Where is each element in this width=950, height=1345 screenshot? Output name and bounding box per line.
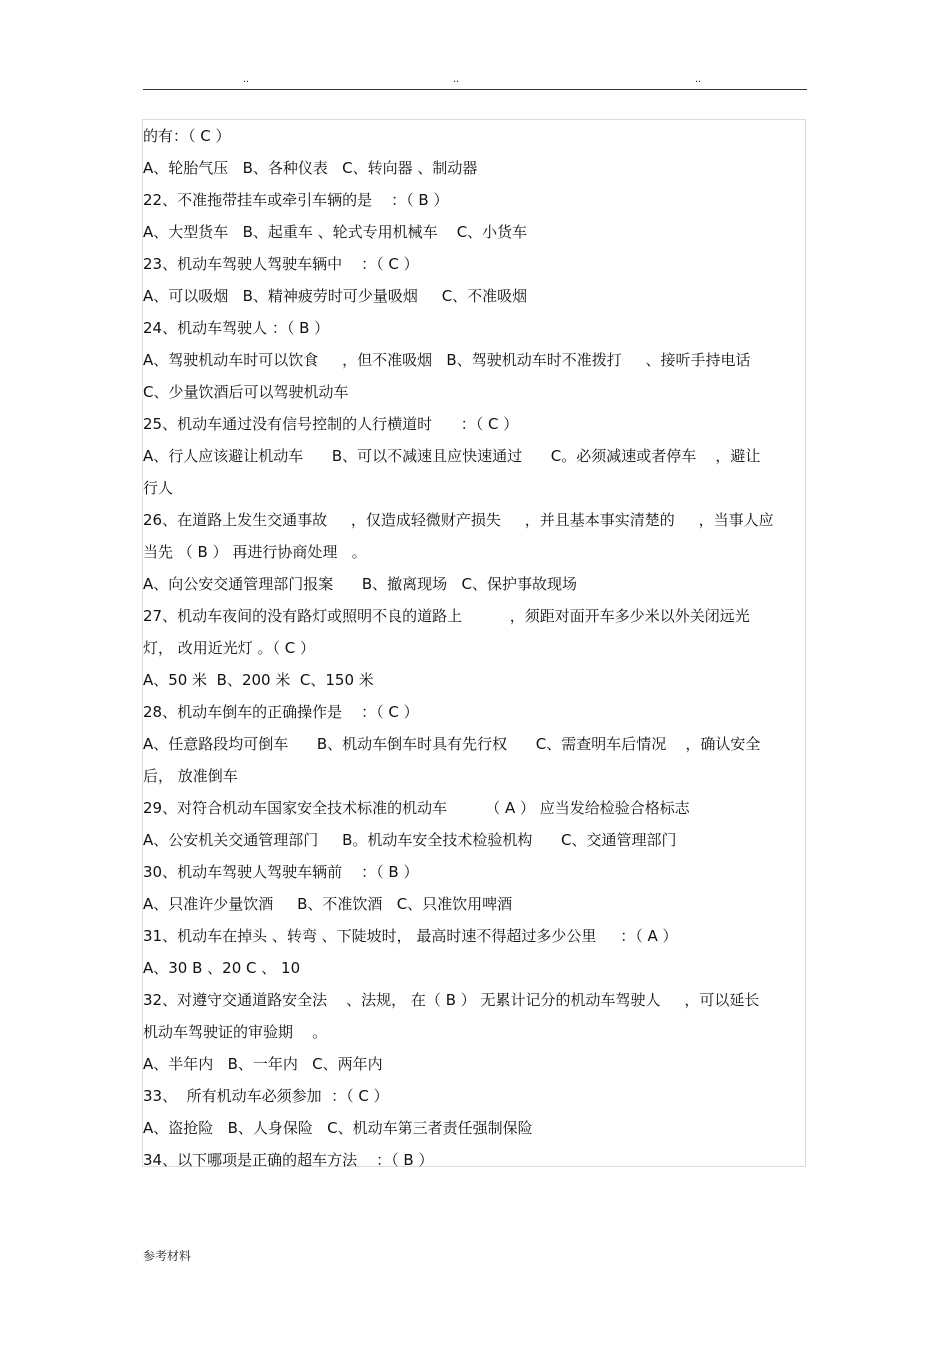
text-line: 22、不准拖带挂车或牵引车辆的是 ：（ B ）: [143, 191, 449, 209]
text-line: A、行人应该避让机动车 B、可以不减速且应快速通过 C。必须减速或者停车 ，避让: [143, 447, 761, 465]
text-line: 当先 （ B ） 再进行协商处理 。: [143, 543, 367, 561]
page-header: [143, 72, 807, 86]
text-line: A、盗抢险 B、人身保险 C、机动车第三者责任强制保险: [143, 1119, 533, 1137]
text-line: 29、对符合机动车国家安全技术标准的机动车 （ A ） 应当发给检验合格标志: [143, 799, 690, 817]
header-mark-center: ..: [453, 73, 460, 85]
text-line: A、向公安交通管理部门报案 B、撤离现场 C、保护事故现场: [143, 575, 577, 593]
header-rule: [143, 89, 807, 90]
text-line: C、少量饮酒后可以驾驶机动车: [143, 383, 349, 401]
text-line: A、可以吸烟 B、精神疲劳时可少量吸烟 C、不准吸烟: [143, 287, 528, 305]
text-line: A、30 B 、20 C 、 10: [143, 959, 301, 977]
text-line: A、驾驶机动车时可以饮食 ，但不准吸烟 B、驾驶机动车时不准拨打 、接听手持电话: [143, 351, 751, 369]
text-line: 23、机动车驾驶人驾驶车辆中 ：（ C ）: [143, 255, 419, 273]
text-line: 28、机动车倒车的正确操作是 ：（ C ）: [143, 703, 419, 721]
text-line: A、公安机关交通管理部门 B。机动车安全技术检验机构 C、交通管理部门: [143, 831, 677, 849]
text-line: 24、机动车驾驶人 ：（ B ）: [143, 319, 330, 337]
text-line: 25、机动车通过没有信号控制的人行横道时 ：（ C ）: [143, 415, 519, 433]
page-footer: 参考材料: [143, 1249, 192, 1263]
text-line: 34、以下哪项是正确的超车方法 ：（ B ）: [143, 1151, 434, 1169]
text-line: A、任意路段均可倒车 B、机动车倒车时具有先行权 C、需查明车后情况 ，确认安全: [143, 735, 761, 753]
text-line: 后， 放准倒车: [143, 767, 238, 785]
text-line: A、半年内 B、一年内 C、两年内: [143, 1055, 383, 1073]
text-line: 30、机动车驾驶人驾驶车辆前 ：（ B ）: [143, 863, 419, 881]
text-line: 32、对遵守交通道路安全法 、法规， 在（ B ） 无累计记分的机动车驾驶人 ，可以延长: [143, 991, 760, 1009]
text-line: A、50 米 B、200 米 C、150 米: [143, 671, 374, 689]
text-line: 机动车驾驶证的审验期 。: [143, 1023, 328, 1041]
text-line: 27、机动车夜间的没有路灯或照明不良的道路上 ，须距对面开车多少米以外关闭远光: [143, 607, 750, 625]
text-line: 灯， 改用近光灯 。（ C ）: [143, 639, 316, 657]
text-line: 31、机动车在掉头 、转弯 、下陡坡时， 最高时速不得超过多少公里 ：（ A ）: [143, 927, 678, 945]
text-line: A、只准许少量饮酒 B、不准饮酒 C、只准饮用啤酒: [143, 895, 513, 913]
text-line: A、大型货车 B、起重车 、轮式专用机械车 C、小货车: [143, 223, 528, 241]
text-line: 33、 所有机动车必须参加 ：（ C ）: [143, 1087, 389, 1105]
header-mark-right: ..: [695, 73, 702, 85]
header-mark-left: ..: [243, 73, 250, 85]
text-line: 的有：（ C ）: [143, 127, 231, 145]
text-line: A、轮胎气压 B、各种仪表 C、转向器 、制动器: [143, 159, 478, 177]
text-line: 行人: [143, 479, 174, 497]
text-line: 26、在道路上发生交通事故 ，仅造成轻微财产损失 ，并且基本事实清楚的 ，当事人应: [143, 511, 774, 529]
